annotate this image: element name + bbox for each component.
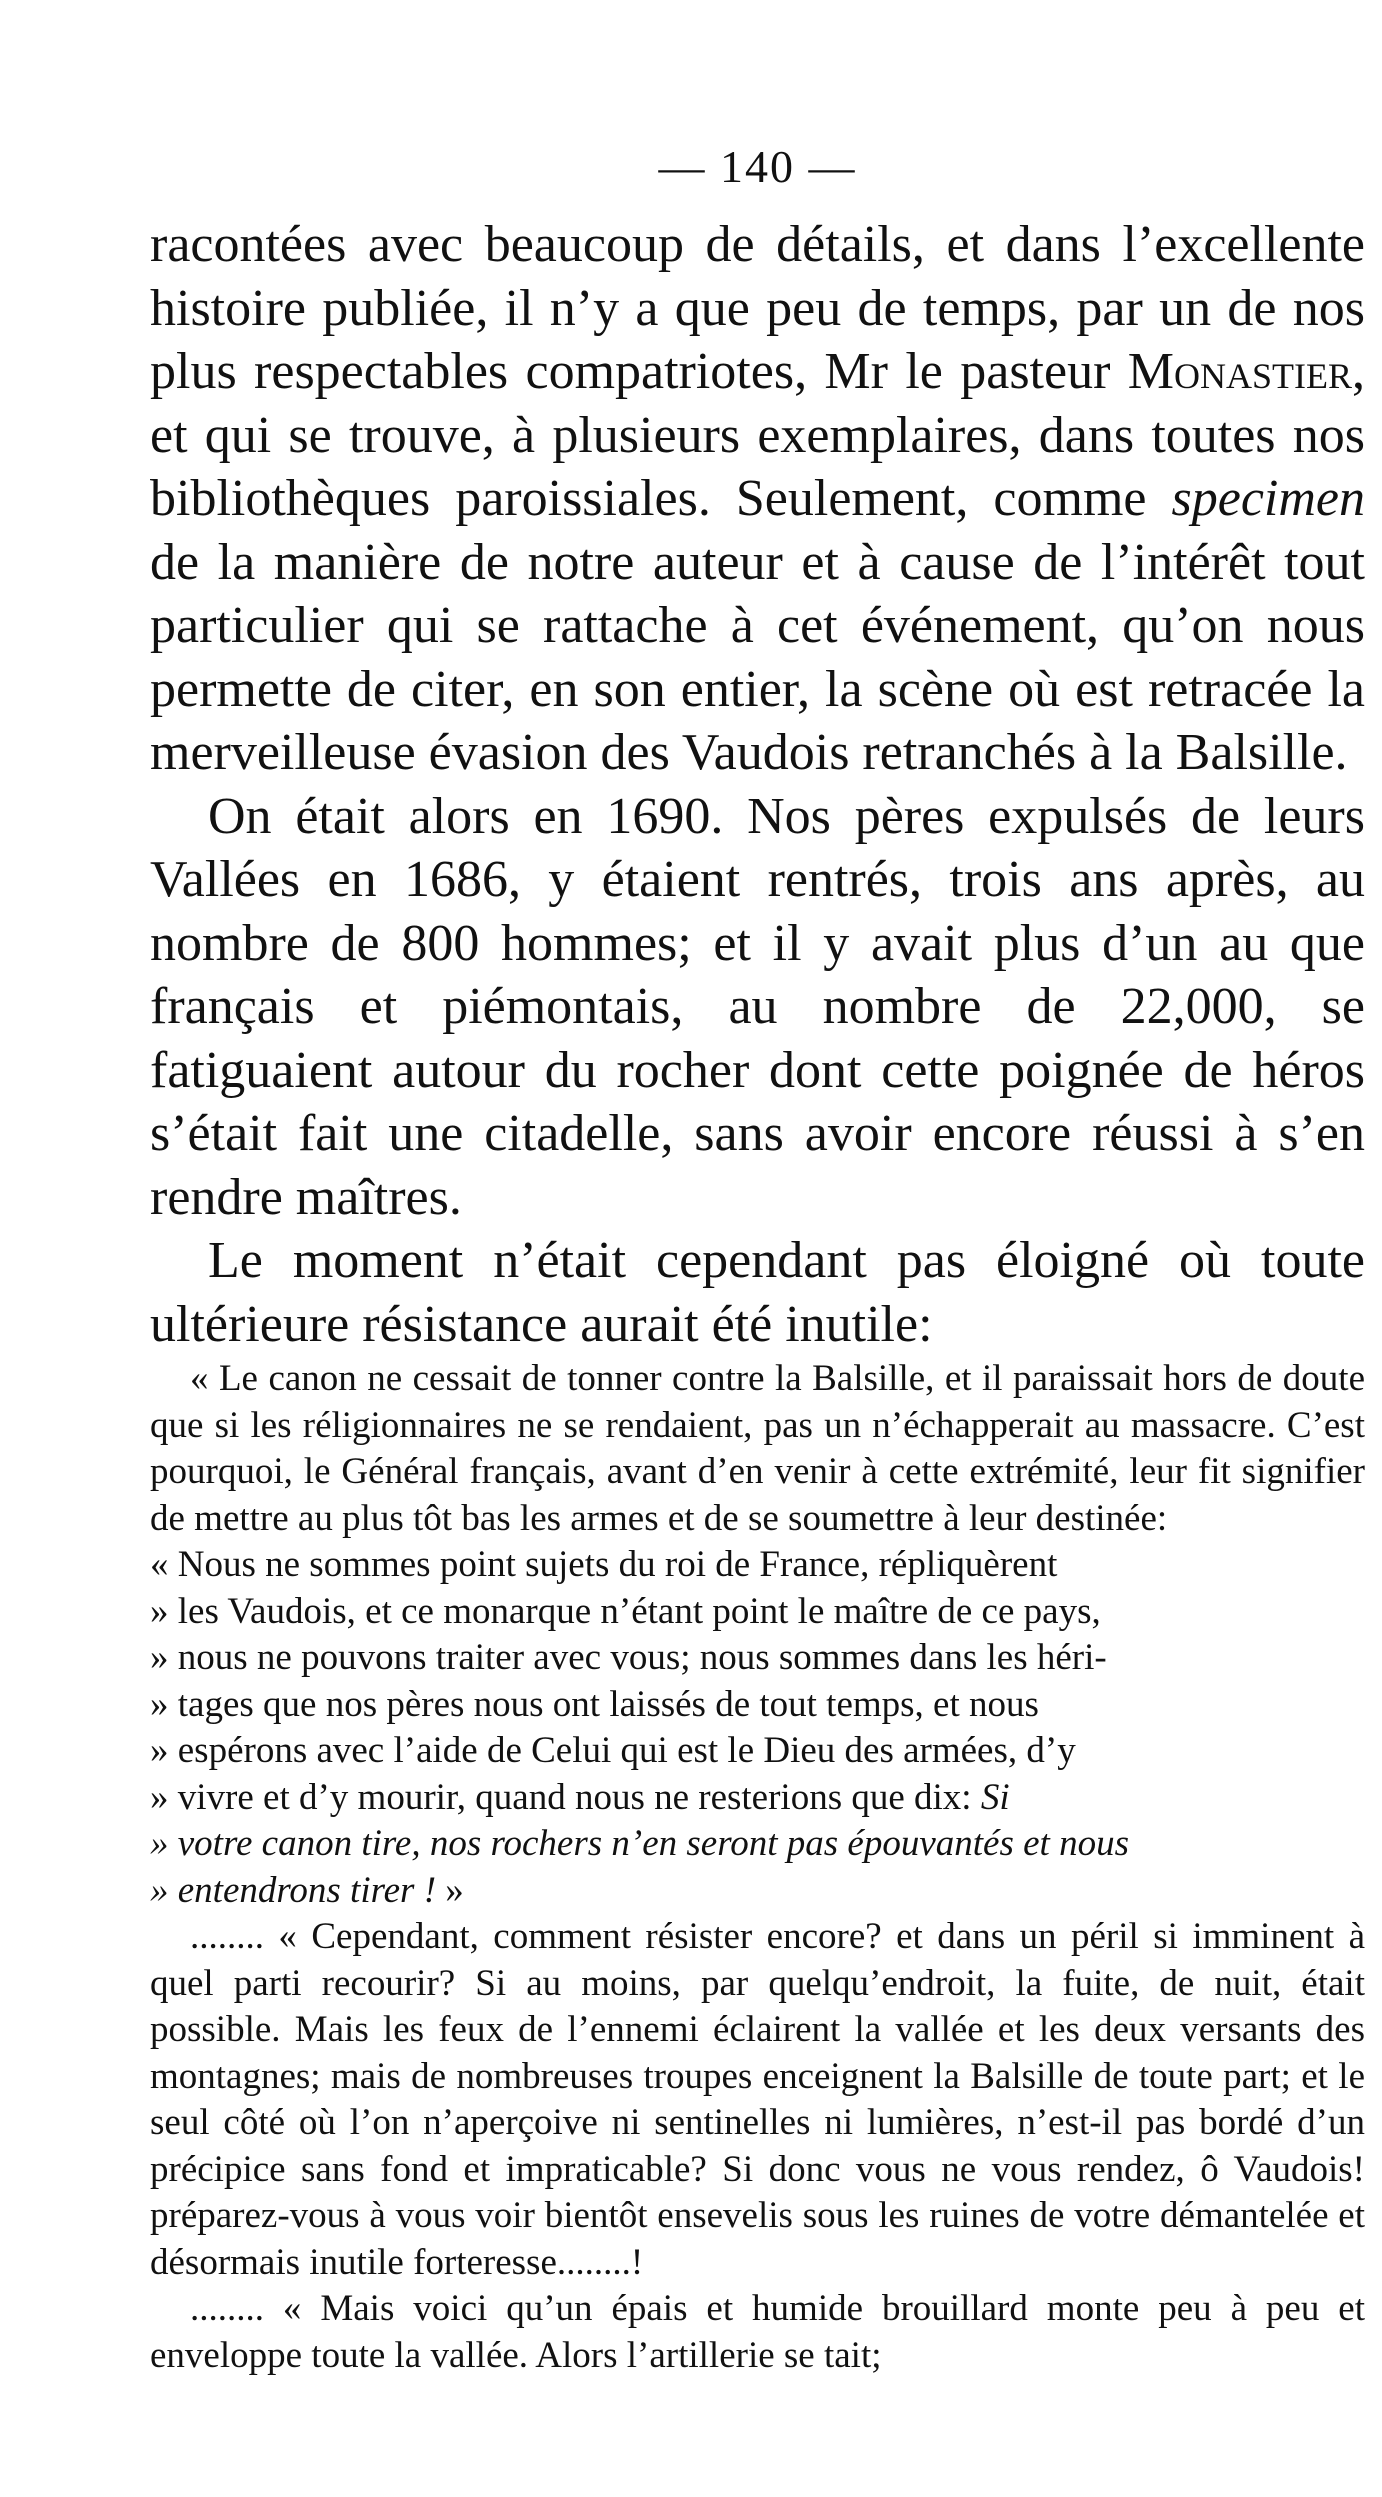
quote-line-italic: » votre canon tire, nos rochers n’en seront pas épouvantés et nous: [150, 1823, 1129, 1864]
paragraph-2: On était alors en 1690. Nos pères expulsés de leurs Vallées en 1686, y étaient rentrés, trois ans après, au nombre de 800 hommes; et il y avait plus d’un au que français et piémontais, au nombre de 22,000, se fatiguaient autour du rocher dont cette poignée de héros s’était fait une citadelle, sans avoir encore réussi à s’en rendre maîtres.: [150, 787, 1365, 1226]
quote-line: » espérons avec l’aide de Celui qui est le Dieu des armées, d’y: [150, 1730, 1076, 1771]
quote-close: »: [436, 1869, 464, 1911]
quote-line-italic: » entendrons tirer !: [150, 1869, 437, 1911]
paragraph-1-text-b: , et qui se trouve, à plusieurs exemplaires, dans toutes nos bibliothèques paroissiales. Seulement, comme: [150, 343, 1365, 527]
quote-line: [150, 1775, 1365, 1822]
quote-line: [150, 1868, 1365, 1915]
quote-line: « Nous ne sommes point sujets du roi de France, répliquèrent: [150, 1544, 1058, 1585]
quote-line: » nous ne pouvons traiter avec vous; nous sommes dans les héri-: [150, 1637, 1107, 1678]
book-page: [150, 140, 1365, 2379]
quote-line-text: » vivre et d’y mourir, quand nous ne resterions que dix:: [150, 1776, 981, 1818]
specimen-italic: specimen: [1171, 470, 1365, 527]
paragraph-1: [150, 213, 1365, 785]
quote-1-reply: [150, 1542, 1365, 1914]
author-name: Monastier: [1127, 343, 1352, 400]
paragraph-1-text-a: racontées avec beaucoup de détails, et dans l’excellente histoire publiée, il n’y a que peu de temps, par un de nos plus respectables compatriotes, Mr le pasteur: [150, 216, 1365, 400]
quote-line: » tages que nos pères nous ont laissés de tout temps, et nous: [150, 1683, 1039, 1725]
quote-2: ........ « Cependant, comment résister encore? et dans un péril si imminent à quel parti recourir? Si au moins, par quelqu’endroit, la fuite, de nuit, était possible. Mais les feux de l’ennemi éclairent la vallée et les deux versants des montagnes; mais de nombreuses troupes enceignent la Balsille de toute part; et le seul côté où l’on n’aperçoive ni sentinelles ni lumières, n’est-il pas bordé d’un précipice sans fond et impraticable? Si donc vous ne vous rendez, ô Vaudois! préparez-vous à vous voir bientôt ensevelis sous les ruines de votre démantelée et désormais inutile forteresse........!: [150, 1916, 1365, 2283]
paragraph-3: Le moment n’était cependant pas éloigné où toute ultérieure résistance aurait été inutile:: [150, 1232, 1365, 1353]
quote-line: » les Vaudois, et ce monarque n’étant point le maître de ce pays,: [150, 1590, 1101, 1632]
quote-1-intro: « Le canon ne cessait de tonner contre la Balsille, et il paraissait hors de doute que si les réligionnaires ne se rendaient, pas un n’échapperait au massacre. C’est pourquoi, le Général français, avant d’en venir à cette extrémité, leur fit signifier de mettre au plus tôt bas les armes et de se soumettre à leur destinée:: [150, 1358, 1365, 1539]
quote-3: ........ « Mais voici qu’un épais et humide brouillard monte peu à peu et enveloppe toute la vallée. Alors l’artillerie se tait;: [150, 2288, 1365, 2376]
page-number: — 140 —: [658, 141, 857, 192]
quote-line-italic: Si: [980, 1776, 1010, 1818]
quote-line: [150, 1821, 1365, 1868]
paragraph-1-text-c: de la manière de notre auteur et à cause de l’intérêt tout particulier qui se rattache à cet événement, qu’on nous permette de citer, en son entier, la scène où est retracée la merveilleuse évasion des Vaudois retranchés à la Balsille.: [150, 533, 1365, 781]
